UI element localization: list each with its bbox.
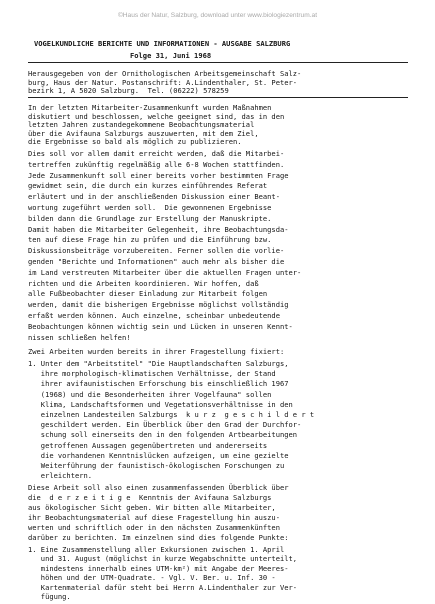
text-line: genden "Berichte und Informationen" auch mehr als bisher die (28, 257, 285, 266)
text-line: geschildert werden. Ein Überblick über den Grad der Durchfor- (28, 420, 302, 430)
text-line: bezirk 1, A 5020 Salzburg. Tel. (06222) 578259 (28, 86, 229, 96)
text-line: nissen schließen helfen! (28, 332, 131, 342)
text-line: Diese Arbeit soll also einen zusammenfassenden Überblick über (28, 483, 289, 492)
text-line: ten auf diese Frage hin zu prüfen und die Einführung bzw. (28, 235, 272, 245)
text-line: die vorhandenen Kenntnislücken aufzeigen, um eine gezielte (28, 450, 289, 460)
text-line: Diskussionsbeiträge vorzubereiten. Ferner sollen die vorlie- (28, 246, 285, 256)
text-line: 1. Unter dem "Arbeitstitel" "Die Hauptlandschaften Salzburgs, (28, 359, 289, 368)
newsletter-title: VOGELKUNDLICHE BERICHTE UND INFORMATIONEN - AUSGABE SALZBURG (34, 39, 291, 48)
text-line: wortung zugeführt werden soll. Die gewonnenen Ergebnisse (28, 203, 272, 212)
text-line: die Ergebnisse so bald als möglich zu publizieren. (28, 137, 242, 147)
header-rule (28, 62, 408, 63)
text-line: Jede Zusammenkunft soll einer bereits vorher bestimmten Frage (28, 170, 289, 180)
text-line: burg, Haus der Natur. Postanschrift: A.Lindenthaler, St. Peter- (28, 77, 298, 87)
watermark: ©Haus der Natur, Salzburg, download unter www.biologiezentrum.at (117, 12, 318, 19)
text-line: Dies soll vor allem damit erreicht werden, daß die Mitarbei- (28, 149, 285, 158)
text-line: werten und schriftlich oder in den nächsten Zusammenkünften (28, 523, 280, 532)
text-line: gewidmet sein, die durch ein kurzes einführendes Referat (28, 181, 268, 191)
text-line: mindestens innerhalb eines UTM-km²) mit Angabe der Meeres- (28, 563, 289, 573)
text-line: werden, damit die bisherigen Ergebnisse möglichst vollständig (28, 300, 289, 310)
text-line: Klima, Landschaftsformen und Vegetationsverhältnisse in den (28, 399, 293, 409)
text-line: aus ökologischer Sicht geben. Wir bitten alle Mitarbeiter, (28, 503, 276, 512)
section-heading: Zwei Arbeiten wurden bereits in ihrer Fragestellung fixiert: (28, 347, 285, 356)
text-line: Weiterführung der faunistisch-ökologischen Forschungen zu (28, 461, 285, 470)
text-line: alle Fußbeobachter dieser Einladung zur Mitarbeit folgen (28, 289, 268, 299)
text-line: über die Avifauna Salzburgs auszuwerten, mit dem Ziel, (28, 128, 259, 138)
text-line: (1968) und die Besonderheiten ihrer Vogelfauna" sollen (28, 389, 272, 399)
issue-line: Folge 31, Juni 1968 (130, 51, 212, 60)
text-line: In der letzten Mitarbeiter-Zusammenkunft wurden Maßnahmen (28, 103, 272, 112)
text-line: diskutiert und beschlossen, welche geeignet sind, das in den (28, 111, 285, 121)
text-line: einzelnen Landesteilen Salzburgs k u r z g e s c h i l d e r t (28, 410, 315, 419)
text-line: schung soll einerseits den in den folgenden Artbearbeitungen (28, 430, 298, 440)
text-line: Kartenmaterial dafür steht bei Herrn A.Lindenthaler zur Ver- (28, 582, 298, 592)
text-line: darüber zu berichten. Im einzelnen sind dies folgende Punkte: (28, 533, 289, 542)
text-line: Beobachtungen können wichtig sein und Lücken in unseren Kennt- (28, 321, 293, 331)
text-line: ihre morphologisch-klimatischen Verhältnisse, der Stand (28, 369, 276, 379)
text-line: Herausgegeben von der Ornithologischen Arbeitsgemeinschaft Salz- (28, 69, 302, 78)
text-line: getroffenen Aussagen gegenübertreten und andererseits (28, 440, 268, 450)
text-line: die d e r z e i t i g e Kenntnis der Avifauna Salzburgs (28, 493, 272, 502)
text-line: im Land verstreuten Mitarbeiter über die aktuellen Fragen unter- (28, 267, 302, 277)
text-line: fügung. (28, 592, 71, 601)
text-line: ihrer avifaunistischen Erforschung bis einschließlich 1967 (28, 379, 289, 389)
text-line: erleichtern. (28, 471, 93, 481)
text-line: richten und die Arbeiten koordinieren. Wir hoffen, daß (28, 278, 259, 288)
text-line: ihr Beobachtungsmaterial auf diese Fragestellung hin auszu- (28, 513, 280, 522)
text-line: erläutert und in der anschließenden Diskussion einer Beant- (28, 192, 280, 202)
text-line: höhen und der UTM-Quadrate. - Vgl. V. Ber. u. Inf. 30 - (28, 573, 276, 583)
text-line: letzten Jahren zustandegekommene Beobachtungsmaterial (28, 120, 255, 130)
text-line: erfaßt werden können. Auch einzelne, scheinbar unbedeutende (28, 311, 280, 320)
text-line: 1. Eine Zusammenstellung aller Exkursionen zwischen 1. April (28, 545, 285, 554)
text-line: tertreffen zukünftig regelmäßig alle 6-8 Wochen stattfinden. (28, 159, 285, 169)
text-line: bilden dann die Grundlage zur Erstellung der Manuskripte. (28, 213, 272, 223)
text-line: Damit haben die Mitarbeiter Gelegenheit, ihre Beobachtungsda- (28, 224, 289, 234)
publisher-rule (28, 97, 408, 98)
text-line: und 31. August (möglichst in kurze Wegabschnitte unterteilt, (28, 554, 298, 564)
